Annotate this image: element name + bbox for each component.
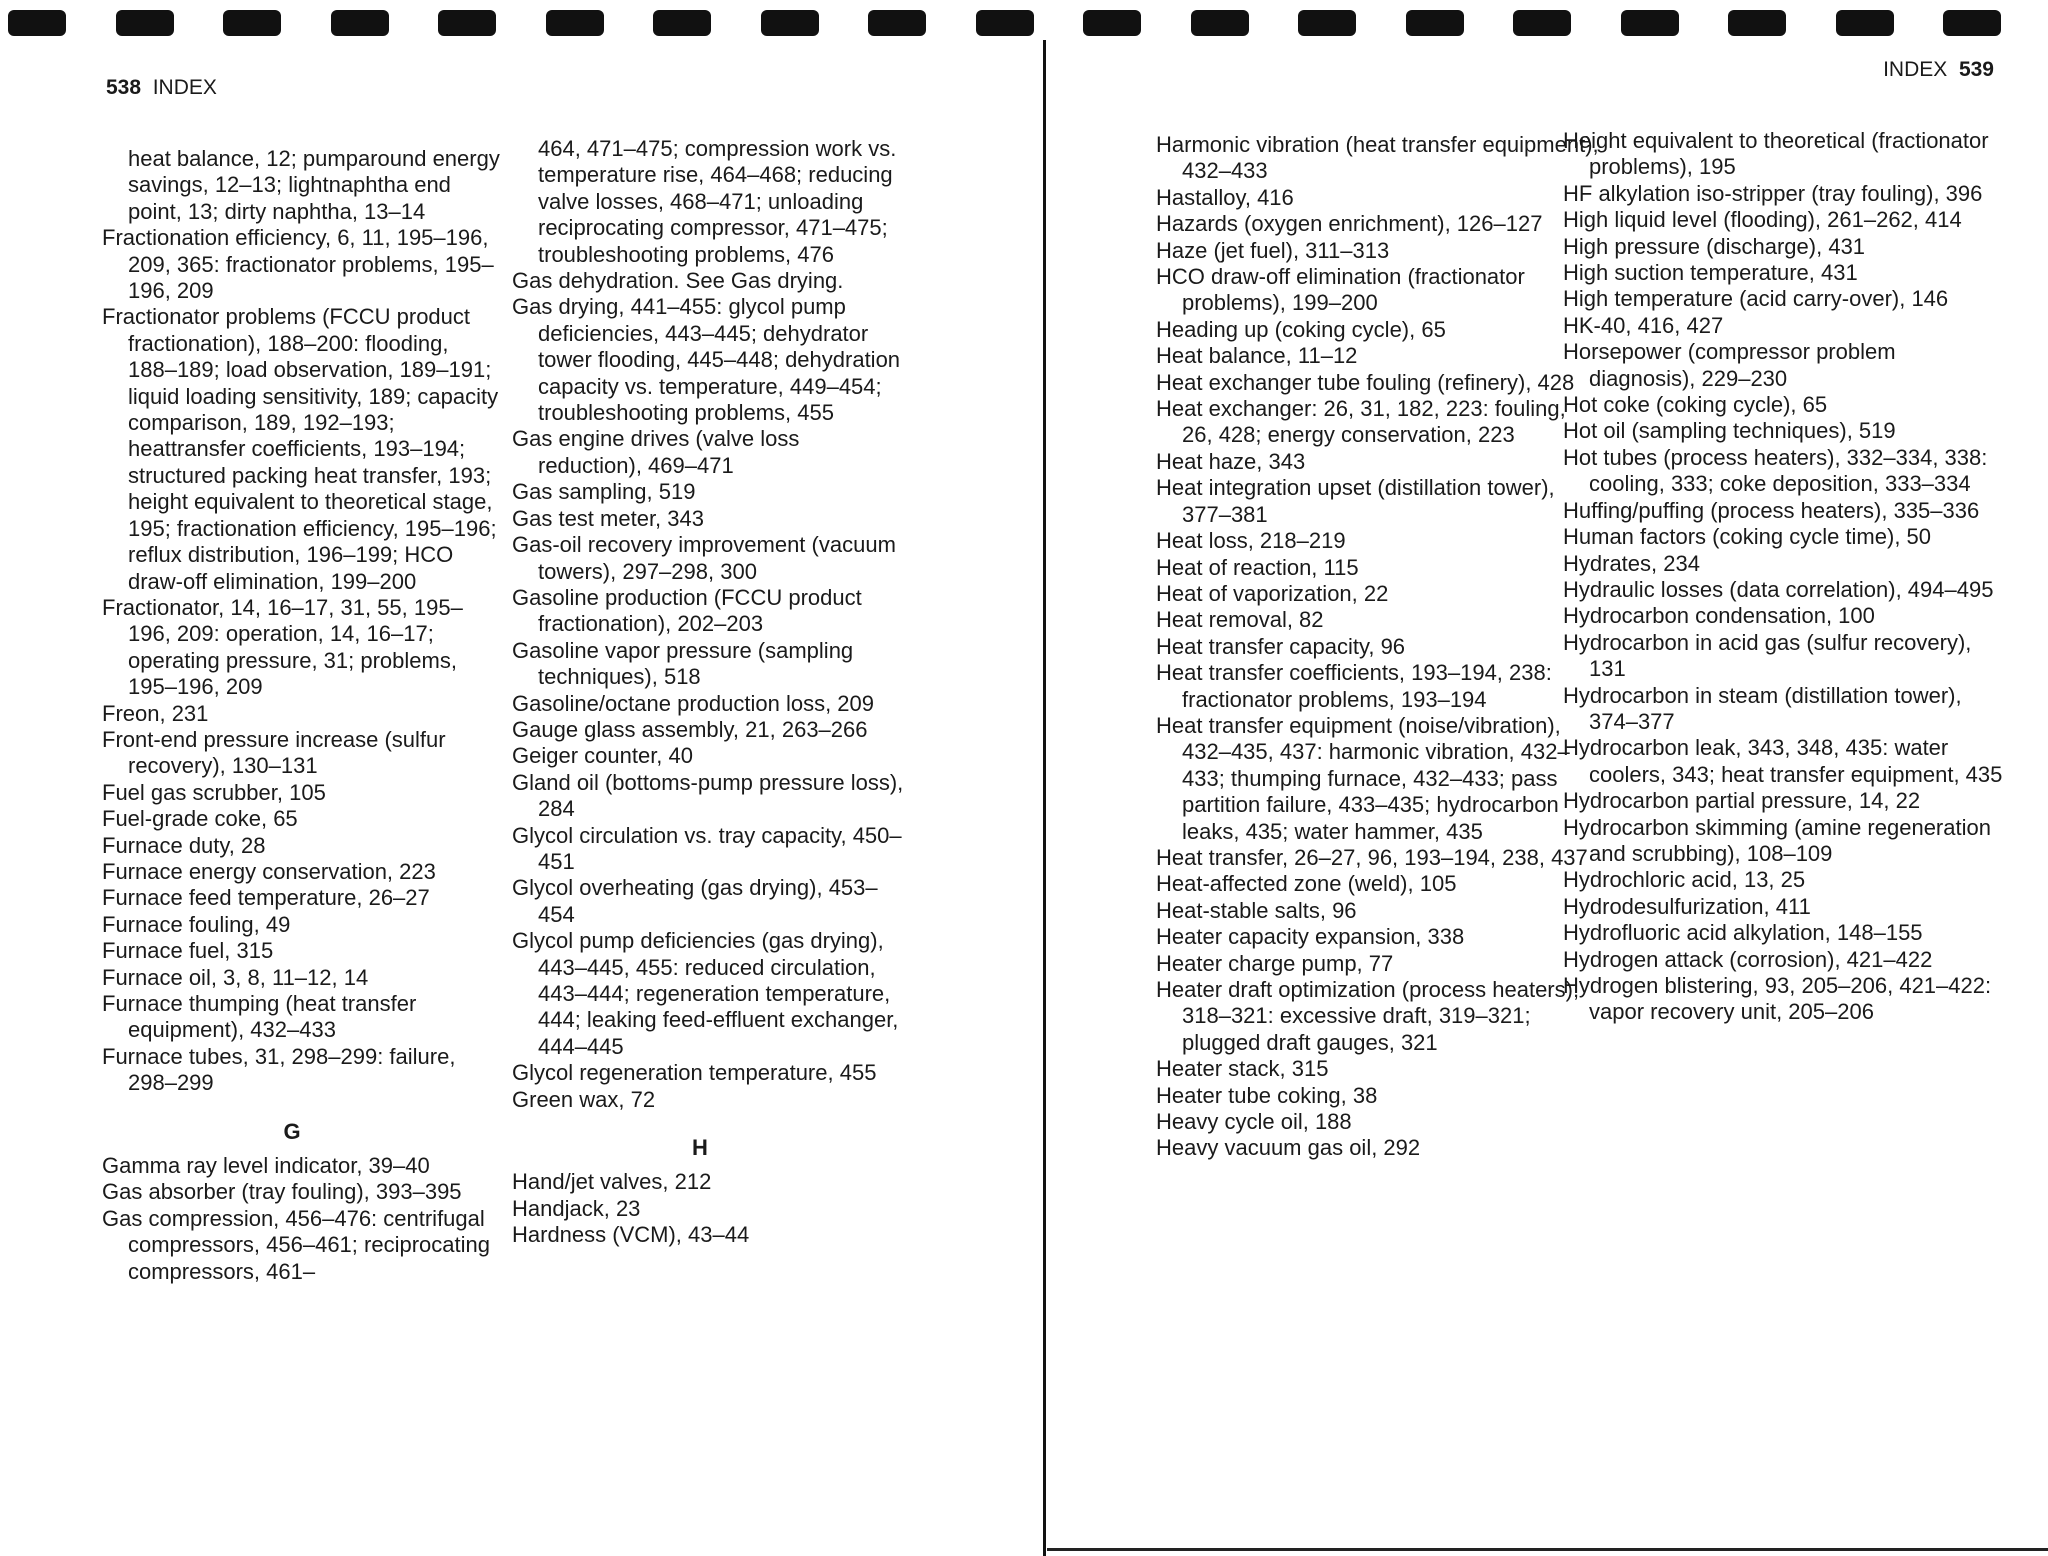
index-entry: Furnace tubes, 31, 298–299: failure, 298–299 bbox=[102, 1043, 456, 1096]
index-entry: Fuel-grade coke, 65 bbox=[102, 806, 298, 832]
index-entry: Hydrocarbon in steam (distillation tower), 374–377 bbox=[1563, 682, 1962, 734]
right-page-number: 539 bbox=[1958, 58, 1994, 81]
right-index-column-1 bbox=[1156, 132, 1602, 1162]
index-entry: Heat of reaction, 115 bbox=[1156, 554, 1359, 580]
index-entry: High temperature (acid carry-over), 146 bbox=[1563, 286, 1949, 312]
index-entry: Heat haze, 343 bbox=[1156, 448, 1306, 474]
right-page bbox=[1047, 0, 2048, 1556]
index-entry: Hardness (VCM), 43–44 bbox=[512, 1222, 750, 1248]
index-entry-continued: heat balance, 12; pumparound energy savings, 12–13; lightnaphtha end point, 13; dirty naphtha, 13–14 bbox=[128, 146, 500, 224]
right-page-header-label: INDEX bbox=[1883, 58, 1948, 81]
index-entry: Hydrodesulfurization, 411 bbox=[1563, 893, 1811, 919]
index-entry: Furnace duty, 28 bbox=[102, 832, 266, 858]
index-entry: Hydrochloric acid, 13, 25 bbox=[1563, 867, 1806, 893]
section-letter: G bbox=[283, 1118, 301, 1144]
index-entry: Heater capacity expansion, 338 bbox=[1156, 924, 1465, 950]
index-entry: Heavy cycle oil, 188 bbox=[1156, 1109, 1352, 1135]
index-entry: Gas sampling, 519 bbox=[512, 479, 696, 505]
left-index-column-1 bbox=[102, 146, 502, 1285]
index-entry: Heat balance, 11–12 bbox=[1156, 343, 1358, 369]
index-entry: Heat loss, 218–219 bbox=[1156, 528, 1346, 554]
index-entry: Heat-affected zone (weld), 105 bbox=[1156, 871, 1457, 897]
index-entry: Horsepower (compressor problem diagnosis), 229–230 bbox=[1563, 339, 1896, 391]
index-entry: Heat transfer capacity, 96 bbox=[1156, 633, 1406, 659]
index-entry: Gamma ray level indicator, 39–40 bbox=[102, 1153, 430, 1179]
index-entry: Gas engine drives (valve loss reduction), 469–471 bbox=[512, 426, 800, 478]
index-entry: Glycol regeneration temperature, 455 bbox=[512, 1060, 877, 1086]
index-entry: Glycol pump deficiencies (gas drying), 443–445, 455: reduced circulation, 443–444; regeneration temperature, 444; leaking feed-effluent exchanger, 444–445 bbox=[512, 928, 899, 1059]
right-index-column-2 bbox=[1563, 128, 2003, 1026]
index-entry: Handjack, 23 bbox=[512, 1195, 641, 1221]
index-entry: Hydrogen blistering, 93, 205–206, 421–422: vapor recovery unit, 205–206 bbox=[1563, 973, 1992, 1025]
index-entry: Hastalloy, 416 bbox=[1156, 184, 1294, 210]
right-page-header bbox=[1883, 58, 1994, 82]
index-entry: High pressure (discharge), 431 bbox=[1563, 233, 1866, 259]
index-entry: Heater stack, 315 bbox=[1156, 1056, 1329, 1082]
left-page-number: 538 bbox=[106, 76, 142, 99]
index-entry: Fractionator, 14, 16–17, 31, 55, 195–196, 209: operation, 14, 16–17; operating pressure, 31; problems, 195–196, 209 bbox=[102, 594, 463, 700]
index-entry: Heater charge pump, 77 bbox=[1156, 950, 1394, 976]
index-entry: Gauge glass assembly, 21, 263–266 bbox=[512, 716, 868, 742]
index-entry: Hydrates, 234 bbox=[1563, 550, 1700, 576]
index-entry: Glycol circulation vs. tray capacity, 450–451 bbox=[512, 822, 902, 874]
index-entry: Fractionator problems (FCCU product fractionation), 188–200: flooding, 188–189; load observation, 189–191; liquid loading sensitivity, 189; capacity comparison, 189, 192–193; heattransfer coefficients, 193–194; structured packing heat transfer, 193; height equivalent to theoretical stage, 195; fractionation efficiency, 195–196; reflux distribution, 196–199; HCO draw-off elimination, 199–200 bbox=[102, 304, 499, 594]
index-entry: Gland oil (bottoms-pump pressure loss), 284 bbox=[512, 769, 904, 822]
index-entry: Hazards (oxygen enrichment), 126–127 bbox=[1156, 211, 1543, 237]
index-entry: Green wax, 72 bbox=[512, 1086, 656, 1112]
index-entry: Furnace fouling, 49 bbox=[102, 911, 291, 937]
index-entry: Heavy vacuum gas oil, 292 bbox=[1156, 1135, 1421, 1161]
index-entry: Hand/jet valves, 212 bbox=[512, 1169, 712, 1195]
index-entry: Hydrogen attack (corrosion), 421–422 bbox=[1563, 946, 1933, 972]
index-entry: Heater draft optimization (process heaters), 318–321: excessive draft, 319–321; plugged draft gauges, 321 bbox=[1156, 977, 1580, 1055]
index-entry: Hydrocarbon partial pressure, 14, 22 bbox=[1563, 788, 1921, 814]
index-entry: Harmonic vibration (heat transfer equipment), 432–433 bbox=[1156, 132, 1599, 184]
index-entry: Heat transfer, 26–27, 96, 193–194, 238, 437 bbox=[1156, 844, 1588, 870]
index-entry: Hydrocarbon skimming (amine regeneration and scrubbing), 108–109 bbox=[1563, 814, 1991, 866]
index-entry: Glycol overheating (gas drying), 453–454 bbox=[512, 875, 878, 927]
left-page-header-label: INDEX bbox=[152, 76, 217, 99]
index-entry: Front-end pressure increase (sulfur recovery), 130–131 bbox=[102, 726, 446, 779]
index-entry: Geiger counter, 40 bbox=[512, 743, 694, 769]
index-entry: Heat-stable salts, 96 bbox=[1156, 897, 1357, 923]
index-entry: Fractionation efficiency, 6, 11, 195–196, 209, 365: fractionator problems, 195–196, 209 bbox=[102, 225, 494, 304]
index-entry: Furnace thumping (heat transfer equipment), 432–433 bbox=[102, 991, 417, 1043]
index-entry: Furnace oil, 3, 8, 11–12, 14 bbox=[102, 964, 369, 990]
bottom-rule bbox=[1047, 1548, 2048, 1551]
index-entry: Furnace energy conservation, 223 bbox=[102, 858, 436, 884]
section-letter: H bbox=[692, 1135, 708, 1161]
index-entry: Human factors (coking cycle time), 50 bbox=[1563, 524, 1932, 550]
index-entry: Hydrocarbon in acid gas (sulfur recovery), 131 bbox=[1563, 629, 1972, 682]
index-entry: Haze (jet fuel), 311–313 bbox=[1156, 237, 1390, 263]
index-entry: Heat removal, 82 bbox=[1156, 607, 1324, 633]
index-entry: Height equivalent to theoretical (fractionator problems), 195 bbox=[1563, 128, 1989, 180]
index-entry: Hot oil (sampling techniques), 519 bbox=[1563, 418, 1896, 444]
index-entry: Heading up (coking cycle), 65 bbox=[1156, 316, 1446, 342]
index-entry: Heat exchanger tube fouling (refinery), 428 bbox=[1156, 369, 1575, 395]
index-entry: Heat transfer equipment (noise/vibration), 432–435, 437: harmonic vibration, 432–433; thumping furnace, 432–433; pass partition failure, 433–435; hydrocarbon leaks, 435; water hammer, 435 bbox=[1156, 712, 1570, 844]
index-entry: Heat exchanger: 26, 31, 182, 223: fouling, 26, 428; energy conservation, 223 bbox=[1156, 396, 1566, 448]
index-entry: HCO draw-off elimination (fractionator problems), 199–200 bbox=[1156, 264, 1525, 316]
index-entry: Gasoline/octane production loss, 209 bbox=[512, 690, 875, 716]
index-entry: Hot coke (coking cycle), 65 bbox=[1563, 392, 1828, 418]
index-entry: Furnace fuel, 315 bbox=[102, 938, 274, 964]
index-entry: Gas compression, 456–476: centrifugal compressors, 456–461; reciprocating compressors, 461– bbox=[102, 1205, 490, 1284]
index-entry: Heater tube coking, 38 bbox=[1156, 1082, 1378, 1108]
index-entry: Huffing/puffing (process heaters), 335–336 bbox=[1563, 497, 1980, 523]
index-entry: Gas-oil recovery improvement (vacuum towers), 297–298, 300 bbox=[512, 532, 896, 584]
index-entry: Hydrocarbon condensation, 100 bbox=[1563, 603, 1875, 629]
index-entry: Gasoline production (FCCU product fractionation), 202–203 bbox=[512, 584, 862, 637]
index-entry: Freon, 231 bbox=[102, 700, 209, 726]
index-entry: HF alkylation iso-stripper (tray fouling), 396 bbox=[1563, 180, 1983, 206]
index-entry: HK-40, 416, 427 bbox=[1563, 312, 1724, 338]
index-entry: Gas dehydration. See Gas drying. bbox=[512, 268, 844, 294]
index-entry: High liquid level (flooding), 261–262, 414 bbox=[1563, 207, 1962, 233]
index-entry: Gas test meter, 343 bbox=[512, 505, 704, 531]
index-entry: Gas drying, 441–455: glycol pump deficiencies, 443–445; dehydrator tower flooding, 445–448; dehydration capacity vs. temperature, 449–454; troubleshooting problems, 455 bbox=[512, 294, 901, 426]
left-index-column-2 bbox=[512, 136, 908, 1249]
index-entry: Hydraulic losses (data correlation), 494–495 bbox=[1563, 576, 1994, 602]
page-gutter bbox=[1043, 40, 1046, 1556]
index-entry: Furnace feed temperature, 26–27 bbox=[102, 885, 430, 911]
index-entry: High suction temperature, 431 bbox=[1563, 260, 1858, 286]
index-entry: Gasoline vapor pressure (sampling techniques), 518 bbox=[512, 637, 854, 690]
index-entry: Hydrofluoric acid alkylation, 148–155 bbox=[1563, 920, 1923, 946]
index-entry: Hydrocarbon leak, 343, 348, 435: water coolers, 343; heat transfer equipment, 435 bbox=[1563, 735, 2003, 787]
left-page-header bbox=[106, 76, 217, 100]
index-entry: Heat integration upset (distillation tower), 377–381 bbox=[1156, 475, 1555, 527]
index-entry-continued: 464, 471–475; compression work vs. temperature rise, 464–468; reducing valve losses, 468–471; unloading reciprocating compressor, 471–475; troubleshooting problems, 476 bbox=[538, 136, 897, 267]
index-entry: Fuel gas scrubber, 105 bbox=[102, 779, 326, 805]
index-entry: Gas absorber (tray fouling), 393–395 bbox=[102, 1179, 462, 1205]
index-entry: Heat of vaporization, 22 bbox=[1156, 580, 1389, 606]
index-entry: Heat transfer coefficients, 193–194, 238: fractionator problems, 193–194 bbox=[1156, 660, 1552, 712]
index-entry: Hot tubes (process heaters), 332–334, 338: cooling, 333; coke deposition, 333–334 bbox=[1563, 444, 1988, 497]
